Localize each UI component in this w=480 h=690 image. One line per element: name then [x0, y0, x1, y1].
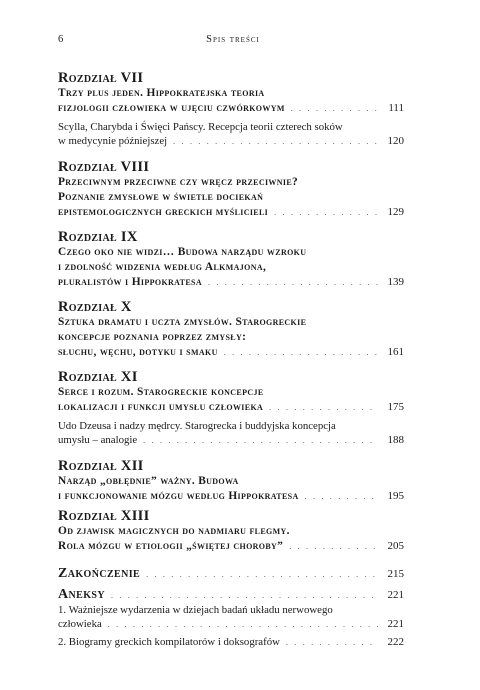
entry-line: Rola mózgu w etiologii „świętej choroby”: [58, 540, 284, 552]
dot-leader: [224, 345, 378, 360]
entry-line: w medycynie późniejszej: [58, 135, 168, 147]
entry-line: Serce i rozum. Starogreckie koncepcje: [58, 386, 264, 398]
entry-line: pluralistów i Hippokratesa: [58, 276, 202, 288]
annex-label: Aneksy: [58, 587, 105, 602]
chapter-9-entry-1: [58, 245, 404, 290]
entry-line: Scylla, Charybda i Święci Pańscy. Recepcja teorii czterech soków: [58, 121, 343, 133]
dot-leader: [173, 135, 378, 149]
entry-line: Przeciwnym przeciwne czy wręcz przeciwnie?: [58, 176, 299, 188]
running-title: Spis treści: [206, 34, 260, 45]
annex-entry: [58, 586, 404, 603]
dot-leader: [208, 275, 378, 290]
dot-leader: [291, 101, 378, 116]
page-reference: 129: [387, 206, 404, 218]
annex-item-1: [58, 603, 404, 631]
conclusion-label: Zakończenie: [58, 566, 141, 581]
entry-line: słuchu, węchu, dotyku i smaku: [58, 346, 218, 358]
entry-line: Trzy plus jeden. Hippokratejska teoria: [58, 87, 265, 99]
page-reference: 222: [387, 636, 404, 648]
entry-line: Sztuka dramatu i uczta zmysłów. Starogreckie: [58, 316, 307, 328]
dot-leader: [269, 400, 378, 415]
chapter-10-entry-1: [58, 315, 404, 360]
entry-line: 2. Biogramy greckich kompilatorów i doksografów: [58, 636, 280, 648]
dot-leader: [108, 618, 378, 632]
page-reference: 175: [387, 401, 404, 413]
entry-line: umysłu – analogie: [58, 434, 138, 446]
page-reference: 221: [387, 589, 404, 601]
entry-line: Od zjawisk magicznych do nadmiaru flegmy.: [58, 525, 290, 537]
page-reference: 120: [387, 135, 404, 147]
page-reference: 195: [387, 490, 404, 502]
entry-line: epistemologicznych greckich myślicieli: [58, 206, 269, 218]
chapter-13-heading: Rozdział XIII: [58, 508, 150, 524]
dot-leader: [286, 636, 378, 650]
dot-leader: [289, 539, 378, 554]
table-of-contents: [58, 70, 404, 649]
chapter-12-heading: Rozdział XII: [58, 458, 144, 474]
entry-line: lokalizacji i funkcji umysłu człowieka: [58, 401, 264, 413]
page-reference: 221: [387, 618, 404, 630]
chapter-7-entry-1: [58, 86, 404, 116]
page-reference: 111: [388, 102, 404, 114]
dot-leader: [274, 205, 378, 220]
entry-line: człowieka: [58, 618, 102, 630]
conclusion-entry: [58, 565, 404, 582]
page-reference: 215: [387, 568, 404, 580]
entry-line: Czego oko nie widzi… Budowa narządu wzroku: [58, 246, 307, 258]
page-reference: 139: [387, 276, 404, 288]
chapter-7-heading: Rozdział VII: [58, 70, 144, 86]
dot-leader: [305, 489, 378, 504]
entry-line: koncepcje poznania poprzez zmysły:: [58, 331, 247, 343]
page-reference: 205: [387, 540, 404, 552]
chapter-11-entry-1: [58, 385, 404, 415]
dot-leader: [143, 434, 378, 448]
chapter-9-heading: Rozdział IX: [58, 229, 138, 245]
entry-line: Udo Dzeusa i nadzy mędrcy. Starogrecka i buddyjska koncepcja: [58, 420, 336, 432]
entry-line: fizjologii człowieka w ujęciu czwórkowym: [58, 102, 285, 114]
entry-line: Poznanie zmysłowe w świetle dociekań: [58, 191, 264, 203]
entry-line: Narząd „obłędnie” ważny. Budowa: [58, 475, 239, 487]
chapter-8-entry-1: [58, 175, 404, 220]
chapter-8-heading: Rozdział VIII: [58, 159, 150, 175]
dot-leader: [146, 566, 378, 583]
page-reference: 188: [387, 434, 404, 446]
chapter-7-entry-2: [58, 120, 404, 148]
entry-line: i zdolność widzenia według Alkmajona,: [58, 261, 267, 273]
running-header: [58, 34, 408, 48]
entry-line: 1. Ważniejsze wydarzenia w dziejach badań układu nerwowego: [58, 604, 333, 616]
chapter-11-heading: Rozdział XI: [58, 369, 138, 385]
page-number: 6: [58, 34, 64, 45]
chapter-13-entry-1: [58, 524, 404, 554]
chapter-11-entry-2: [58, 419, 404, 447]
entry-line: i funkcjonowanie mózgu według Hippokratesa: [58, 490, 299, 502]
chapter-10-heading: Rozdział X: [58, 299, 132, 315]
dot-leader: [111, 587, 378, 604]
chapter-12-entry-1: [58, 474, 404, 504]
annex-item-2: [58, 635, 404, 649]
page-reference: 161: [387, 346, 404, 358]
